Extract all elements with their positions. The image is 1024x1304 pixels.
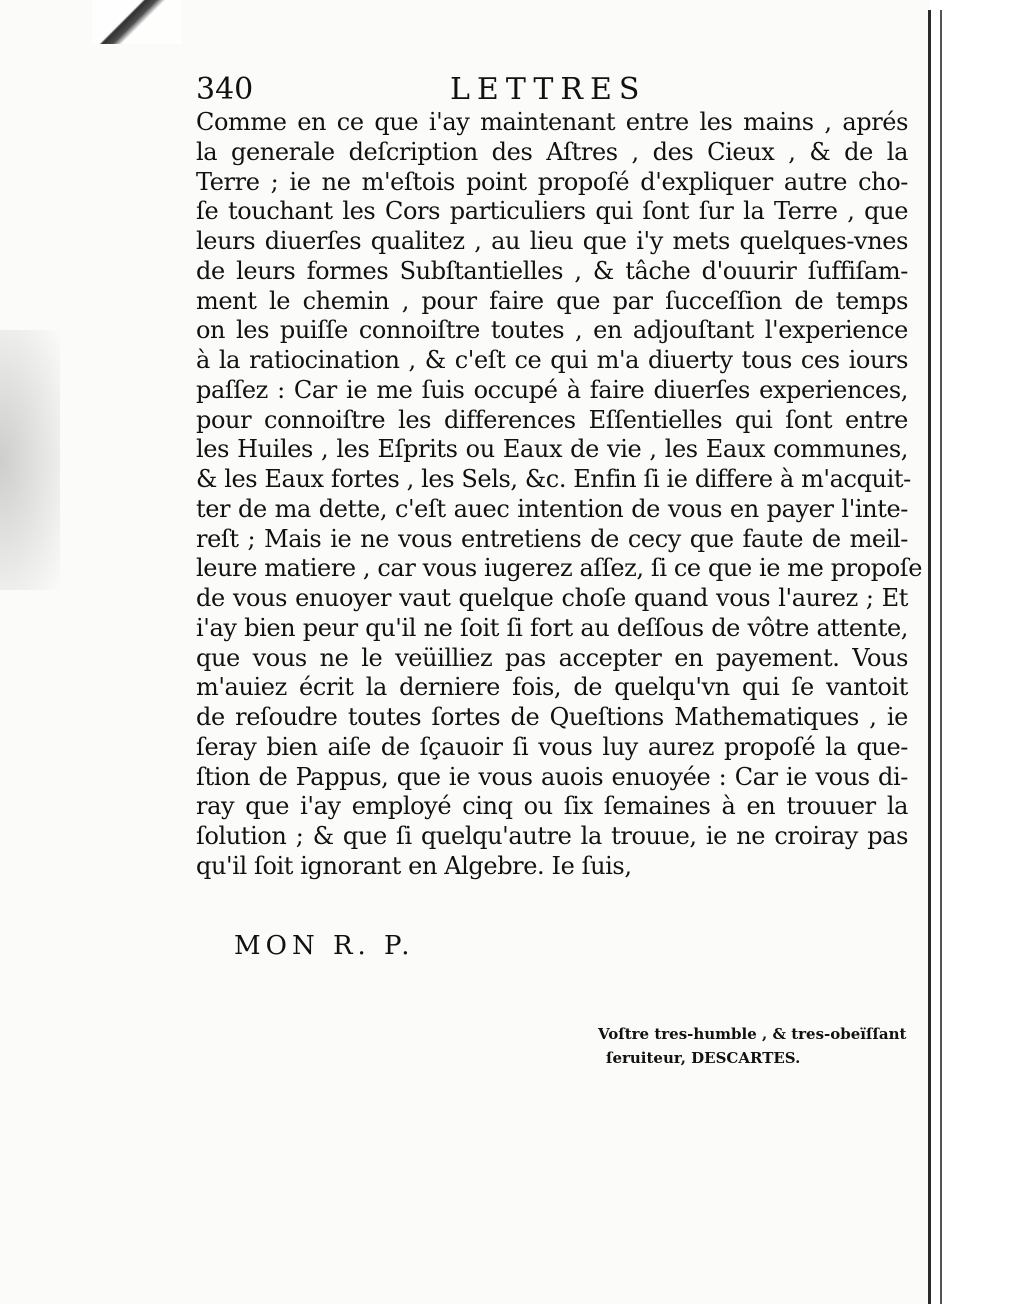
text-line: que vous ne le veüilliez pas accepter en payement. Vous — [196, 643, 908, 672]
page-edge-line-secondary — [940, 10, 942, 1304]
text-line: les Huiles , les Eſprits ou Eaux de vie , les Eaux communes, — [196, 435, 908, 464]
text-line: ſeray bien aiſe de ſçauoir ſi vous luy aurez propoſé la que- — [196, 732, 908, 761]
page-edge-line — [928, 10, 931, 1304]
letter-body — [196, 108, 923, 882]
text-line: ter de ma dette, c'eſt auec intention de vous en payer l'inte- — [196, 494, 908, 523]
text-line: de leurs formes Subſtantielles , & tâche d'ouurir ſuffiſam- — [196, 256, 908, 285]
text-line: la generale deſcription des Aſtres , des Cieux , & de la — [196, 137, 908, 166]
text-line: ray que i'ay employé cinq ou ſix ſemaines à en trouuer la — [196, 792, 908, 821]
text-line: on les puiſſe connoiſtre toutes , en adjouſtant l'experience — [196, 316, 908, 345]
text-line: & les Eaux fortes , les Sels, &c. Enfin ſi ie differe à m'acquit- — [196, 465, 911, 493]
salutation: MON R. P. — [234, 931, 415, 961]
page-corner-shadow — [92, 0, 182, 44]
text-line: de vous enuoyer vaut quelque choſe quand vous l'aurez ; Et — [196, 584, 908, 612]
signature-block — [598, 1022, 907, 1070]
text-line: ſolution ; & que ſi quelqu'autre la trouue, ie ne croiray pas — [196, 822, 908, 850]
text-line: ſe touchant les Cors particuliers qui ſont ſur la Terre , que — [196, 197, 908, 226]
text-line: ment le chemin , pour faire que par ſucceſſion de temps — [196, 286, 908, 315]
text-line: à la ratiocination , & c'eſt ce qui m'a diuerty tous ces iours — [196, 346, 908, 374]
text-line: paſſez : Car ie me ſuis occupé à faire diuerſes experiences, — [196, 375, 908, 404]
text-line: pour connoiſtre les differences Eſſentielles qui ſont entre — [196, 405, 908, 434]
running-head: LETTRES — [450, 72, 647, 107]
text-line: reſt ; Mais ie ne vous entretiens de cecy que faute de meil- — [196, 524, 908, 553]
text-line: ſtion de Pappus, que ie vous auois enuoyée : Car ie vous di- — [196, 762, 908, 791]
text-line: i'ay bien peur qu'il ne ſoit ſi fort au deſſous de vôtre attente, — [196, 613, 908, 642]
text-line: m'auiez écrit la derniere fois, de quelqu'vn qui ſe vantoit — [196, 673, 908, 702]
signature-line-1: Voſtre tres-humble , & tres-obeïſſant — [598, 1025, 907, 1043]
text-line: qu'il ſoit ignorant en Algebre. Ie ſuis, — [196, 851, 632, 880]
text-line: Terre ; ie ne m'eſtois point propoſé d'expliquer autre cho- — [196, 167, 908, 196]
text-line: leurs diuerſes qualitez , au lieu que i'y mets quelques-vnes — [196, 227, 908, 255]
margin-smudge — [0, 330, 60, 590]
page-right-margin — [930, 0, 1024, 1304]
page-number: 340 — [196, 72, 254, 107]
text-line: de reſoudre toutes ſortes de Queſtions Mathematiques , ie — [196, 703, 908, 731]
text-line: leure matiere , car vous iugerez aſſez, ſi ce que ie me propoſe — [196, 554, 923, 583]
signature-line-2: ſeruiteur, DESCARTES. — [606, 1049, 801, 1067]
text-line: Comme en ce que i'ay maintenant entre les mains , aprés — [196, 108, 908, 136]
